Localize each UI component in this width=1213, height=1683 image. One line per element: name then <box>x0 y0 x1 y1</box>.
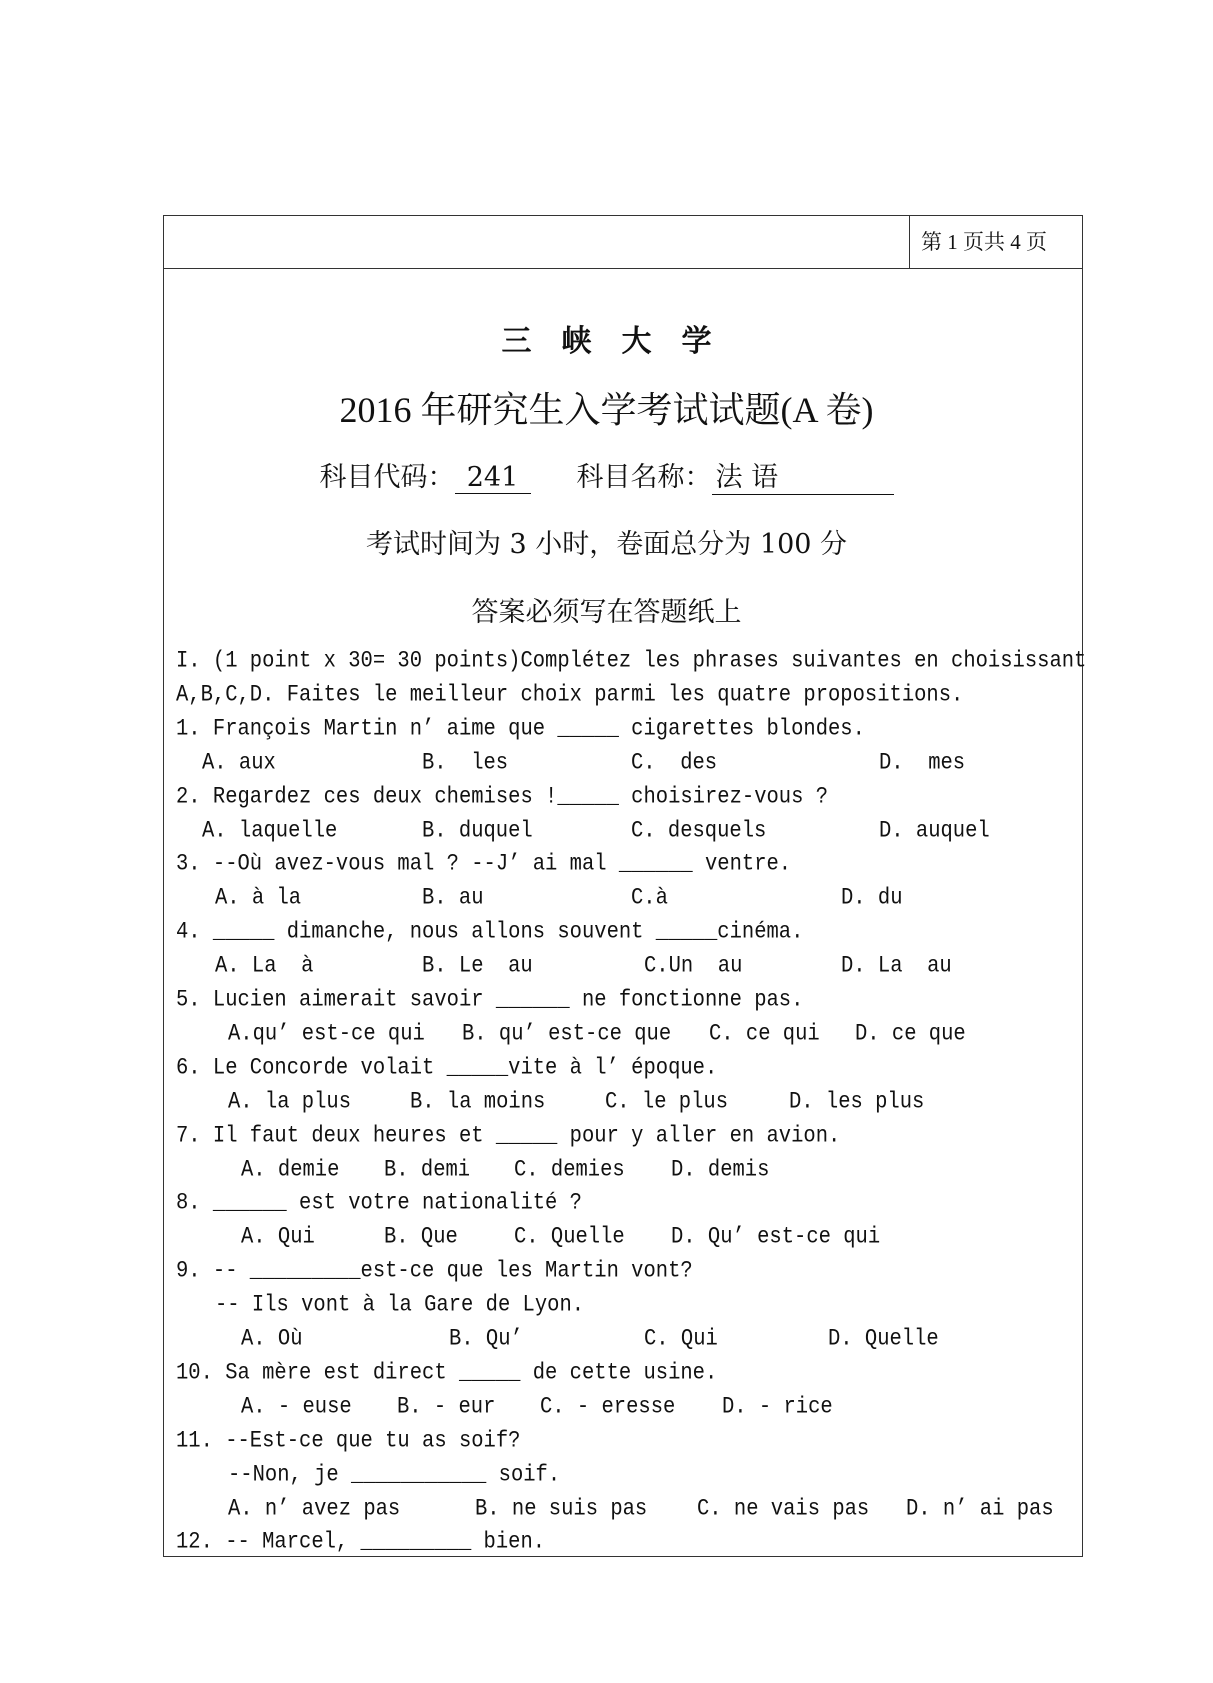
answer-option: B. ne suis pas <box>475 1495 648 1522</box>
answer-option: B. Le au <box>422 953 533 980</box>
answer-option: C. ce qui <box>709 1020 820 1048</box>
answer-option: A. n’ avez pas <box>228 1495 401 1522</box>
answer-option: C. desquels <box>631 817 767 844</box>
answer-option: C. des <box>631 749 718 777</box>
answer-option: D. les plus <box>789 1088 925 1116</box>
question-text: 9. -- _________est-ce que les Martin vont? <box>176 1258 693 1285</box>
answer-option: B. Que <box>384 1224 458 1251</box>
question-text: 12. -- Marcel, _________ bien. <box>176 1529 546 1556</box>
answer-option: D. auquel <box>879 817 990 844</box>
answer-option: B. les <box>422 749 509 777</box>
subject-name-label: 科目名称： <box>576 462 712 493</box>
instruction-line: A,B,C,D. Faites le meilleur choix parmi les quatre propositions. <box>176 681 964 709</box>
answer-option: C. le plus <box>605 1088 729 1116</box>
question-text: 4. _____ dimanche, nous allons souvent _____cinéma. <box>176 919 804 946</box>
answer-option: D. du <box>841 885 903 912</box>
answer-option: D. Qu’ est-ce qui <box>671 1224 881 1251</box>
subject-code-label: 科目代码： <box>319 462 455 493</box>
page-indicator: 第 1 页共 4 页 <box>909 216 1082 268</box>
answer-option: A. Qui <box>241 1224 315 1251</box>
answer-option: C. Qui <box>644 1326 718 1353</box>
answer-option: D. mes <box>879 749 966 777</box>
answer-option: C. demies <box>514 1156 625 1183</box>
answer-option: B. la moins <box>410 1088 546 1116</box>
question-text: 1. François Martin n’ aime que _____ cigarettes blondes. <box>176 715 865 743</box>
answer-option: A. aux <box>202 749 276 777</box>
question-extra-line: -- Ils vont à la Gare de Lyon. <box>215 1292 585 1319</box>
answer-option: A.qu’ est-ce qui <box>228 1020 425 1048</box>
answer-option: C.Un au <box>644 953 743 980</box>
subject-name: 法 语 <box>712 455 894 495</box>
exam-title: 2016 年研究生入学考试试题(A 卷) <box>339 390 874 430</box>
answer-option: C. ne vais pas <box>697 1495 870 1522</box>
time-note: 考试时间为 3 小时，卷面总分为 100 分 <box>365 529 848 560</box>
answer-option: A. - euse <box>241 1393 352 1421</box>
answer-option: D. La au <box>841 953 952 980</box>
answer-option: D. n’ ai pas <box>906 1495 1054 1522</box>
question-text: 3. --Où avez-vous mal ? --J’ ai mal ______ ventre. <box>176 851 792 878</box>
subject-code: 241 <box>455 462 531 494</box>
instruction-line: I. (1 point x 30= 30 points)Complétez les phrases suivantes en choisissant <box>176 648 1087 675</box>
answer-option: B. - eur <box>397 1393 496 1421</box>
university-name: 三 峡 大 学 <box>501 324 712 359</box>
subject-line <box>0 455 1213 495</box>
answer-option: A. Où <box>241 1326 303 1353</box>
question-extra-line: --Non, je ___________ soif. <box>228 1461 561 1489</box>
answer-option: D. Quelle <box>828 1326 939 1353</box>
answer-option: C.à <box>631 885 668 912</box>
answer-option: B. qu’ est-ce que <box>462 1020 672 1048</box>
header-row <box>164 216 1082 269</box>
answer-option: A. la plus <box>228 1088 352 1116</box>
answer-option: C. Quelle <box>514 1224 625 1251</box>
question-text: 7. Il faut deux heures et _____ pour y aller en avion. <box>176 1122 841 1150</box>
answer-option: B. duquel <box>422 817 533 844</box>
question-text: 2. Regardez ces deux chemises !_____ choisirez-vous ? <box>176 783 829 811</box>
answer-option: A. à la <box>215 885 302 912</box>
answer-option: D. ce que <box>855 1020 966 1048</box>
answer-option: A. demie <box>241 1156 340 1183</box>
answer-option: B. Qu’ <box>449 1326 523 1353</box>
question-text: 8. ______ est votre nationalité ? <box>176 1190 582 1217</box>
answer-option: B. au <box>422 885 484 912</box>
answer-note: 答案必须写在答题纸上 <box>471 597 742 628</box>
answer-option: D. - rice <box>722 1393 833 1421</box>
question-text: 6. Le Concorde volait _____vite à l’ époque. <box>176 1054 718 1082</box>
answer-option: D. demis <box>671 1156 770 1183</box>
answer-option: C. - eresse <box>540 1393 676 1421</box>
answer-option: A. La à <box>215 953 314 980</box>
question-text: 5. Lucien aimerait savoir ______ ne fonctionne pas. <box>176 987 804 1014</box>
answer-option: A. laquelle <box>202 817 338 844</box>
question-text: 10. Sa mère est direct _____ de cette usine. <box>176 1359 718 1387</box>
question-text: 11. --Est-ce que tu as soif? <box>176 1427 521 1455</box>
answer-option: B. demi <box>384 1156 471 1183</box>
